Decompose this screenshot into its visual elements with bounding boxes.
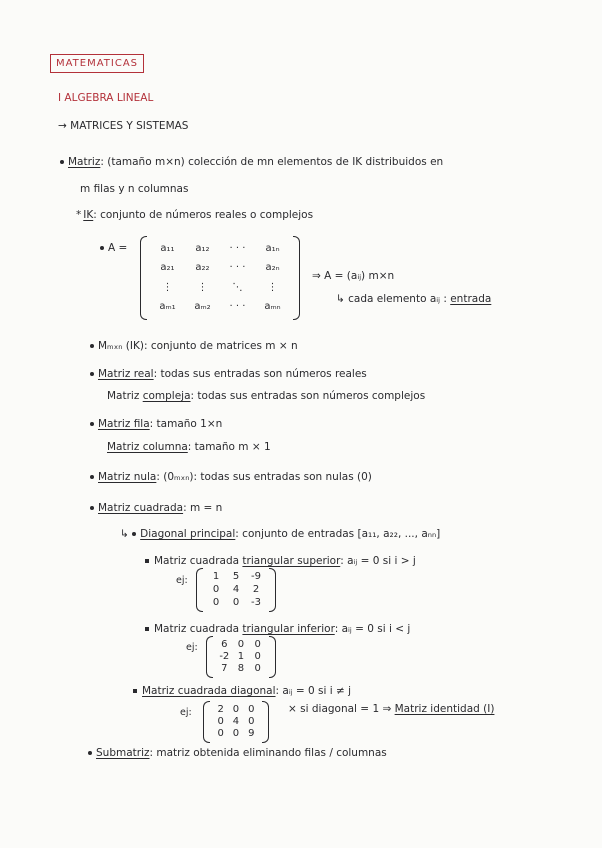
matrix-cell: · · · <box>229 301 246 313</box>
bullet-icon <box>90 475 94 479</box>
general-matrix <box>140 236 300 320</box>
matrix-cell: 0 <box>232 704 240 715</box>
bullet-icon <box>60 160 64 164</box>
matriz-definition-line2: m filas y n columnas <box>80 183 189 195</box>
matrix-cell: 2 <box>217 704 224 715</box>
right-bracket <box>262 701 269 743</box>
entrada-term: entrada <box>450 293 492 305</box>
bullet-icon <box>90 344 94 348</box>
bullet-icon <box>145 559 149 563</box>
subject-heading-box: MATEMATICAS <box>50 54 144 73</box>
triangular-superior-definition: Matriz cuadrada triangular superior: aᵢⱼ = 0 si i > j <box>145 556 416 567</box>
matrix-cell: 7 <box>221 663 228 674</box>
bullet-icon <box>90 372 94 376</box>
matrix-cell: ⋱ <box>232 281 243 293</box>
matriz-columna-definition: Matriz columna: tamaño m × 1 <box>107 441 271 453</box>
triangular-inferior-matrix <box>206 636 276 678</box>
mmxn-definition: Mₘₓₙ (IK): conjunto de matrices m × n <box>90 341 298 352</box>
matrix-cell: 0 <box>212 584 220 595</box>
matrix-cell: 0 <box>248 716 255 727</box>
matrix-cell: aₘ₂ <box>194 301 211 313</box>
general-matrix-result: ⇒ A = (aᵢⱼ) m×n <box>312 270 395 282</box>
matrix-cell: · · · <box>229 262 246 274</box>
matrix-cell: 5 <box>232 571 240 583</box>
matrix-cell: -9 <box>251 571 261 583</box>
matrix-cell: 0 <box>254 663 261 674</box>
right-bracket <box>293 236 300 320</box>
bullet-icon <box>90 506 94 510</box>
matrix-cell: 9 <box>248 728 255 739</box>
left-bracket <box>196 568 203 612</box>
matrix-cell: ⋮ <box>197 281 208 293</box>
matrix-cell: -2 <box>219 651 230 662</box>
ik-term: IK <box>83 209 94 221</box>
general-matrix-label: A = <box>100 243 127 254</box>
section-title: I ALGEBRA LINEAL <box>58 92 154 104</box>
left-bracket <box>140 236 147 320</box>
matrix-cell: 0 <box>254 639 261 650</box>
ik-definition: * IK: conjunto de números reales o complejos <box>76 209 314 221</box>
bullet-icon <box>100 246 104 250</box>
matriz-diagonal-matrix <box>203 701 269 743</box>
matrix-cell: 0 <box>237 639 245 650</box>
matriz-diagonal-example-label: ej: <box>180 707 192 718</box>
matriz-nula-definition: Matriz nula: (0ₘₓₙ): todas sus entradas son nulas (0) <box>90 472 372 483</box>
matrix-cell: ⋮ <box>267 281 278 293</box>
matrix-cell: 8 <box>237 663 245 674</box>
triangular-superior-matrix <box>196 568 276 612</box>
matrix-cell: a₁ₙ <box>265 242 280 254</box>
matriz-cuadrada-definition: Matriz cuadrada: m = n <box>90 503 222 514</box>
bullet-icon <box>90 422 94 426</box>
bullet-icon <box>145 627 149 631</box>
matrix-cell: 1 <box>237 651 245 662</box>
general-matrix-note: ↳ cada elemento aᵢⱼ : entrada <box>336 293 492 305</box>
matrix-cell: a₂ₙ <box>265 262 280 274</box>
subsection-title: → MATRICES Y SISTEMAS <box>58 120 189 132</box>
matriz-diagonal-definition: Matriz cuadrada diagonal: aᵢⱼ = 0 si i ≠ j <box>133 686 351 697</box>
matrix-cell: ⋮ <box>162 281 173 293</box>
bullet-icon <box>132 532 136 536</box>
matrix-cell: 0 <box>254 651 261 662</box>
diagonal-principal-definition: ↳ Diagonal principal: conjunto de entradas [a₁₁, a₂₂, ..., aₙₙ] <box>120 528 441 540</box>
triangular-superior-example-label: ej: <box>176 575 188 586</box>
matrix-cell: 0 <box>232 596 240 608</box>
matrix-cell: a₁₂ <box>195 242 210 254</box>
matrix-cell: a₂₂ <box>195 262 210 274</box>
matrix-cell: 4 <box>232 716 240 727</box>
matrix-cell: 0 <box>217 716 224 727</box>
matrix-cell: a₁₁ <box>160 242 175 254</box>
submatriz-definition: Submatriz: matriz obtenida eliminando filas / columnas <box>88 748 387 759</box>
bullet-icon <box>88 751 92 755</box>
matrix-cell: 4 <box>232 584 240 595</box>
matriz-definition <box>60 157 443 168</box>
matrix-cell: 2 <box>252 584 260 595</box>
left-bracket <box>203 701 210 743</box>
ik-text: : conjunto de números reales o complejos <box>93 209 314 221</box>
triangular-inferior-example-label: ej: <box>186 642 198 653</box>
matrix-cell: aₘₙ <box>264 301 281 313</box>
matrix-cell: 0 <box>248 704 255 715</box>
triangular-inferior-definition: Matriz cuadrada triangular inferior: aᵢⱼ = 0 si i < j <box>145 624 410 635</box>
matrix-cell: 1 <box>212 571 220 583</box>
matrix-cell: 6 <box>221 639 228 650</box>
matriz-real-definition: Matriz real: todas sus entradas son números reales <box>90 369 367 380</box>
matriz-identidad-note: × si diagonal = 1 ⇒ Matriz identidad (I) <box>288 703 495 715</box>
matrix-cell: a₂₁ <box>160 262 175 274</box>
matriz-text: : (tamaño m×n) colección de mn elementos de IK distribuidos en <box>100 156 444 168</box>
matrix-cell: 0 <box>212 596 220 608</box>
matriz-compleja-definition: Matriz compleja: todas sus entradas son números complejos <box>107 390 426 402</box>
matrix-cell: 0 <box>217 728 224 739</box>
right-bracket <box>269 568 276 612</box>
matrix-cell: aₘ₁ <box>159 301 176 313</box>
matrix-cell: 0 <box>232 728 240 739</box>
matrix-cell: -3 <box>251 596 261 608</box>
matriz-fila-definition: Matriz fila: tamaño 1×n <box>90 419 222 430</box>
bullet-icon <box>133 689 137 693</box>
matrix-cell: · · · <box>229 242 246 254</box>
left-bracket <box>206 636 213 678</box>
matriz-term: Matriz <box>68 156 101 168</box>
right-bracket <box>269 636 276 678</box>
